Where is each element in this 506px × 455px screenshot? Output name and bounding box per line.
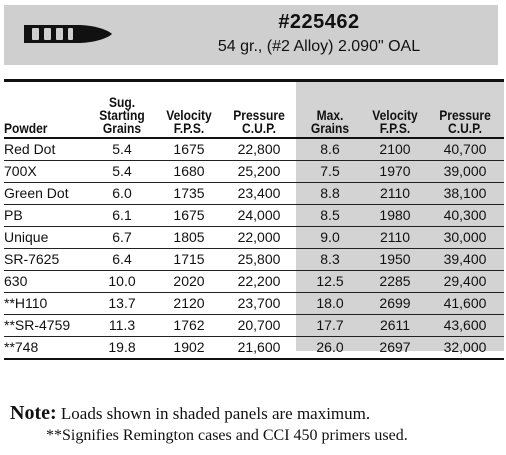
powder-name-cell: **H110 <box>4 295 48 311</box>
table-row <box>4 249 504 271</box>
column-header-line: Velocity <box>372 107 418 123</box>
value-cell: 39,400 <box>443 251 487 267</box>
powder-name-cell: SR-7625 <box>4 251 60 267</box>
column-header-line: Velocity <box>166 107 212 123</box>
value-cell: 22,800 <box>237 141 281 157</box>
value-cell: 41,600 <box>443 295 487 311</box>
column-header-line: Grains <box>102 120 142 136</box>
value-cell: 43,600 <box>443 317 487 333</box>
powder-name-cell: Unique <box>4 229 49 245</box>
value-cell: 24,000 <box>237 207 281 223</box>
table-row <box>4 337 504 360</box>
value-cell: 9.0 <box>320 229 340 245</box>
note-text: Loads shown in shaded panels are maximum. <box>56 404 371 423</box>
column-header <box>161 109 218 135</box>
table-row <box>4 139 504 161</box>
column-header <box>435 109 495 135</box>
table-row <box>4 227 504 249</box>
column-header-line: Starting <box>99 107 145 123</box>
note-line-1 <box>10 402 370 425</box>
column-header <box>229 109 289 135</box>
value-cell: 2120 <box>173 295 205 311</box>
value-cell: 13.7 <box>108 295 136 311</box>
value-cell: 21,600 <box>237 339 281 355</box>
table-row <box>4 315 504 337</box>
value-cell: 25,800 <box>237 251 281 267</box>
value-cell: 1980 <box>379 207 411 223</box>
bullet-icon <box>22 22 114 46</box>
table-top-rule <box>4 79 504 82</box>
value-cell: 1970 <box>379 163 411 179</box>
value-cell: 40,300 <box>443 207 487 223</box>
value-cell: 2611 <box>379 317 411 333</box>
value-cell: 8.6 <box>320 141 340 157</box>
column-header-line: Pressure <box>439 107 491 123</box>
value-cell: 32,000 <box>443 339 487 355</box>
value-cell: 6.4 <box>112 251 132 267</box>
value-cell: 1715 <box>173 251 205 267</box>
table-header <box>4 85 504 137</box>
column-header <box>302 109 357 135</box>
note-label: Note: <box>10 402 57 424</box>
value-cell: 6.1 <box>112 207 132 223</box>
value-cell: 2110 <box>379 229 411 245</box>
value-cell: 7.5 <box>320 163 340 179</box>
column-header-line: C.U.P. <box>448 120 482 136</box>
value-cell: 38,100 <box>443 185 487 201</box>
value-cell: 6.7 <box>112 229 132 245</box>
value-cell: 6.0 <box>112 185 132 201</box>
column-header-line: F.P.S. <box>173 120 205 136</box>
value-cell: 10.0 <box>108 273 136 289</box>
column-header <box>367 109 424 135</box>
value-cell: 26.0 <box>316 339 344 355</box>
value-cell: 19.8 <box>108 339 136 355</box>
value-cell: 8.5 <box>320 207 340 223</box>
table-row <box>4 205 504 227</box>
value-cell: 8.8 <box>320 185 340 201</box>
value-cell: 1805 <box>173 229 205 245</box>
powder-name-cell: Red Dot <box>4 141 56 157</box>
column-header-line: Powder <box>4 120 48 136</box>
powder-name-cell: **SR-4759 <box>4 317 71 333</box>
value-cell: 1762 <box>173 317 205 333</box>
value-cell: 30,000 <box>443 229 487 245</box>
value-cell: 22,200 <box>237 273 281 289</box>
column-header <box>4 122 81 135</box>
value-cell: 1902 <box>173 339 205 355</box>
value-cell: 2100 <box>379 141 411 157</box>
table-row <box>4 293 504 315</box>
value-cell: 2285 <box>379 273 411 289</box>
powder-name-cell: Green Dot <box>4 185 69 201</box>
table-row <box>4 183 504 205</box>
value-cell: 2699 <box>379 295 411 311</box>
value-cell: 5.4 <box>112 163 132 179</box>
column-header-line: F.P.S. <box>379 120 411 136</box>
value-cell: 25,200 <box>237 163 281 179</box>
value-cell: 11.3 <box>108 317 136 333</box>
powder-name-cell: PB <box>4 207 23 223</box>
value-cell: 1675 <box>173 141 205 157</box>
value-cell: 23,400 <box>237 185 281 201</box>
value-cell: 17.7 <box>316 317 344 333</box>
value-cell: 2020 <box>173 273 205 289</box>
value-cell: 1680 <box>173 163 205 179</box>
note-line-2: **Signifies Remington cases and CCI 450 primers used. <box>46 427 408 444</box>
table-row <box>4 161 504 183</box>
value-cell: 1950 <box>379 251 411 267</box>
value-cell: 20,700 <box>237 317 281 333</box>
powder-name-cell: 700X <box>4 163 37 179</box>
value-cell: 18.0 <box>316 295 344 311</box>
value-cell: 8.3 <box>320 251 340 267</box>
bullet-number: #225462 <box>278 11 360 33</box>
value-cell: 2697 <box>379 339 411 355</box>
value-cell: 12.5 <box>316 273 344 289</box>
header-band <box>4 5 498 65</box>
value-cell: 40,700 <box>443 141 487 157</box>
value-cell: 23,700 <box>237 295 281 311</box>
bullet-spec: 54 gr., (#2 Alloy) 2.090" OAL <box>217 38 421 55</box>
column-header-line: Max. <box>316 107 344 123</box>
value-cell: 29,400 <box>443 273 487 289</box>
powder-name-cell: **748 <box>4 339 39 355</box>
value-cell: 1735 <box>173 185 205 201</box>
column-header-line: C.U.P. <box>242 120 276 136</box>
column-header <box>96 96 148 135</box>
column-header-line: Sug. <box>108 94 136 110</box>
column-header-line: Pressure <box>233 107 285 123</box>
powder-name-cell: 630 <box>4 273 28 289</box>
value-cell: 1675 <box>173 207 205 223</box>
table-body <box>4 139 504 360</box>
value-cell: 5.4 <box>112 141 132 157</box>
value-cell: 22,000 <box>237 229 281 245</box>
value-cell: 2110 <box>379 185 411 201</box>
value-cell: 39,000 <box>443 163 487 179</box>
column-header-line: Grains <box>310 120 350 136</box>
table-row <box>4 271 504 293</box>
